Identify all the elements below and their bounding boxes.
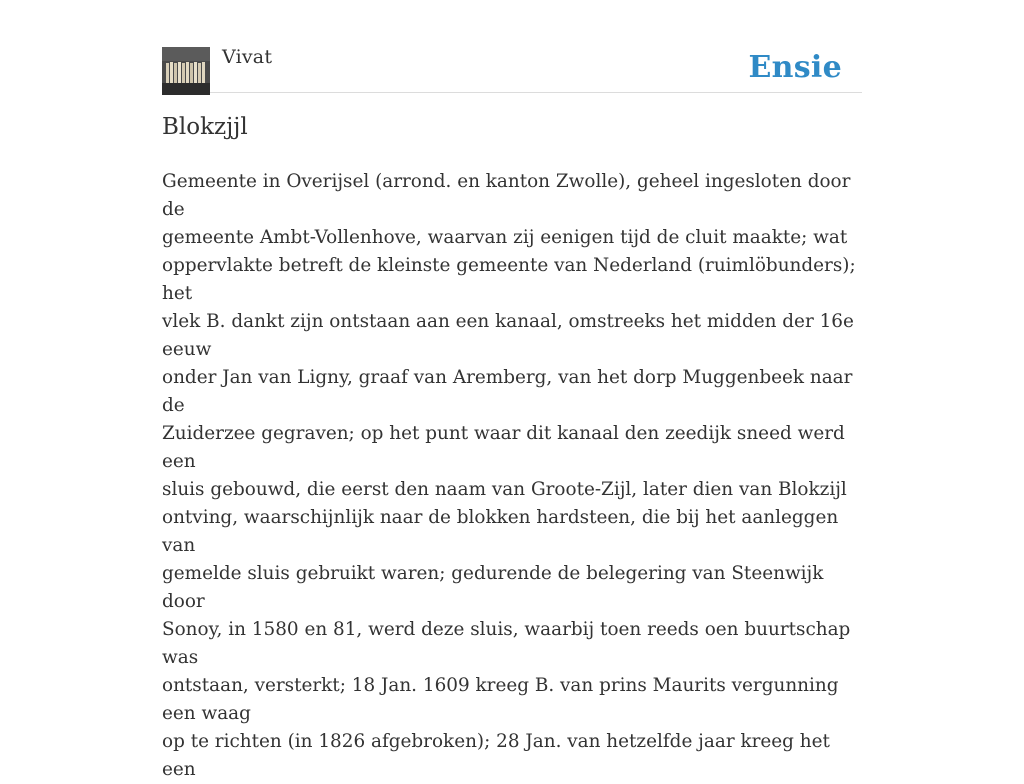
book-spines-avatar-icon — [162, 47, 210, 95]
ensie-logo[interactable]: Ensie — [748, 50, 842, 85]
article-title: Blokzjjl — [162, 114, 248, 140]
header — [162, 44, 862, 93]
article-body: Gemeente in Overijsel (arrond. en kanton Zwolle), geheel ingesloten door de gemeente Ambt-Vollenhove, waarvan zij eenigen tijd de cluit maakte; wat oppervlakte betreft de kleinste gemeente van Nederland (ruimlöbunders); het vlek B. dankt zijn ontstaan aan een kanaal, omstreeks het midden der 16e eeuw onder Jan van Ligny, graaf van Aremberg, van het dorp Muggenbeek naar de Zuiderzee gegraven; op het punt waar dit kanaal den zeedijk sneed werd een sluis gebouwd, die eerst den naam van Groote-Zijl, later dien van Blokzijl ontving, waarschijnlijk naar de blokken hardsteen, die bij het aanleggen van gemelde sluis gebruikt waren; gedurende de belegering van Steenwijk door Sonoy, in 1580 en 81, werd deze sluis, waarbij toen reeds oen buurtschap was ontstaan, versterkt; 18 Jan. 1609 kreeg B. van prins Maurits vergunning een waag op te richten (in 1826 afgebroken); 28 Jan. van hetzelfde jaar kreeg het een — [162, 171, 856, 780]
author-name[interactable]: Vivat — [222, 46, 273, 68]
author-avatar[interactable] — [162, 47, 210, 95]
